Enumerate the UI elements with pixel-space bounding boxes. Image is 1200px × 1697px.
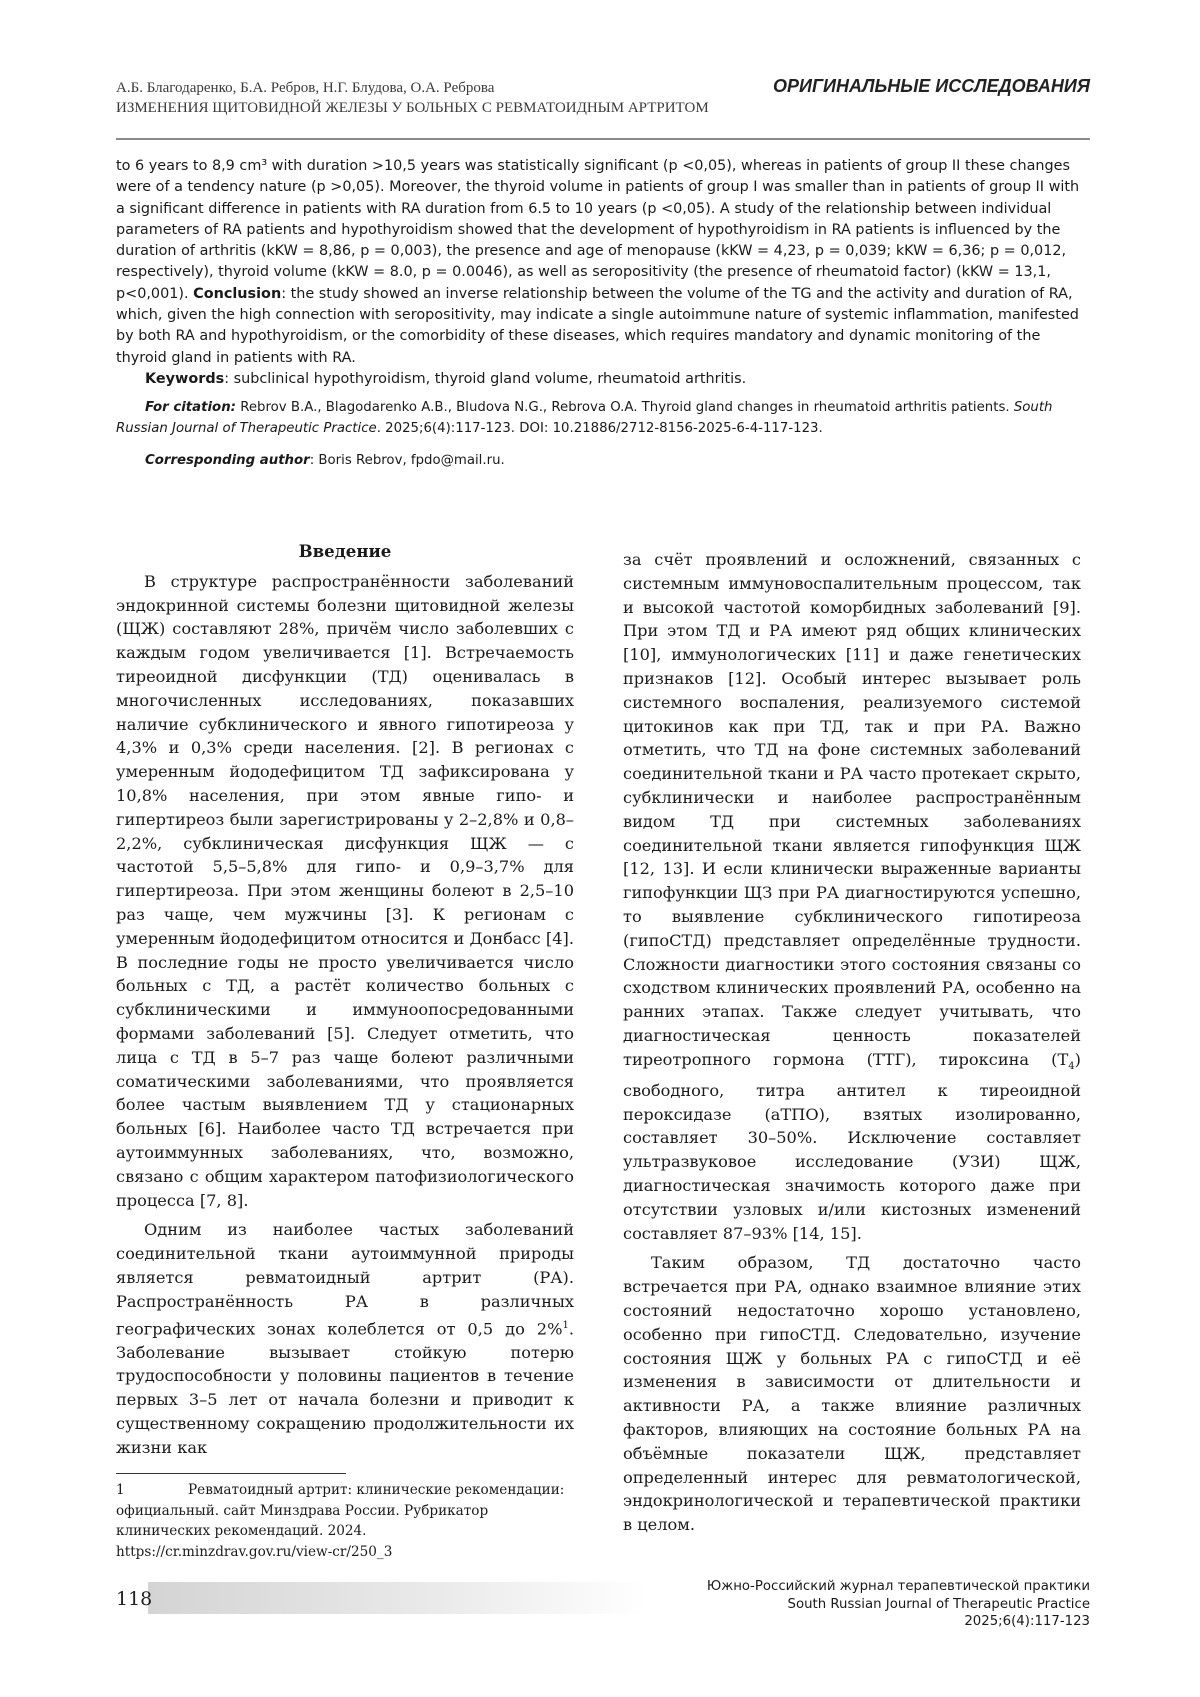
keywords: Keywords: subclinical hypothyroidism, thyroid gland volume, rheumatoid arthritis. [145,370,747,387]
intro-paragraph-1: В структуре распространённости заболеваний эндокринной системы болезни щитовидной железы (ЩЖ) составляют 28%, причём число заболевших с каждым годом увеличивается [1]. Встречаемость тиреоидной дисфункции (ТД) оценивалась в многочисленных исследованиях, показавших наличие субклинического и явного гипотиреоза у 4,3% и 0,3% среди населения. [2]. В регионах с умеренным йододефицитом ТД зафиксирована у 10,8% населения, при этом явные гипо- и гипертиреоз были зарегистрированы у 2–2,8% и 0,8–2,2%, субклиническая дисфункция ЩЖ — с частотой 5,5–5,8% для гипо- и 0,9–3,7% для гипертиреоза. При этом женщины болеют в 2,5–10 раз чаще, чем мужчины [3]. К регионам с умеренным йододефицитом относится и Донбасс [4]. В последние годы не просто увеличивается число больных с ТД, а растёт количество больных с субклиническими и иммуноопосредованными формами заболеваний [5]. Следует отметить, что лица с ТД в 5–7 раз чаще болеют различными соматическими заболеваниями, что проявляется более частым выявлением ТД у стационарных больных [6]. Наиболее часто ТД встречается при аутоиммунных заболеваниях, что, возможно, связано с общим характером патофизиологического процесса [7, 8]. [116,571,574,1210]
footnote-ref: 1 [562,1319,569,1331]
footnote [116,1480,574,1562]
section-heading: Введение [298,541,392,561]
intro-paragraph-2-continued: за счёт проявлений и осложнений, связанных с системным иммуновоспалительным процессом, так и высокой частотой коморбидных заболеваний [9]. При этом ТД и РА имеют ряд общих клинических [10], иммунологических [11] и даже генетических признаков [12]. Особый интерес вызывает роль системного воспаления, реализуемого системой цитокинов как при ТД, так и при РА. Важно отметить, что ТД на фоне системных заболеваний соединительной ткани и РА часто протекает скрыто, субклинически и наиболее распространённым видом ТД при системных заболеваниях соединительной ткани является гипофункция ЩЖ [12, 13]. И если клинически выраженные варианты гипофункции ЩЗ при РА диагностируются успешно, то выявление субклинического гипотиреоза (гипоСТД) представляет определённые трудности. Сложности диагностики этого состояния связаны со сходством клинических проявлений РА, особенно на ранних этапах. Также следует учитывать, что диагностическая ценность показателей тиреотропного гормона (ТТГ), тироксина $(Т_4)$ свободного, титра антител к тиреоидной пероксидазе (аТПО), взятых изолированно, составляет 30–50%. Исключение составляет ультразвуковое исследование (УЗИ) ЩЖ, диагностическая значимость которого даже при отсутствии узловых и/или кистозных изменений составляет 87–93% [14, 15]. [623,550,1081,1243]
footer-journal [707,1578,1090,1631]
footnote-text: Ревматоидный артрит: клинические рекомендации: официальный. сайт Минздрава России. Рубрикатор клинических рекомендаций. 2024. https://cr.minzdrav.gov.ru/view-cr/250_3 [116,1482,565,1560]
right-column [623,548,1081,1537]
running-header-title: ИЗМЕНЕНИЯ ЩИТОВИДНОЙ ЖЕЛЕЗЫ У БОЛЬНЫХ С РЕВМАТОИДНЫМ АРТРИТОМ [116,100,709,116]
english-abstract [116,156,1090,471]
intro-paragraph-3: Таким образом, ТД достаточно часто встречается при РА, однако взаимное влияние этих состояний недостаточно хорошо установлено, особенно при гипоСТД. Следовательно, изучение состояния ЩЖ у больных РА с гипоСТД и её изменения в зависимости от длительности и активности РА, а также влияние различных факторов, влияющих на состояние больных РА на объёмные показатели ЩЖ, представляет определенный интерес для ревматологической, эндокринологической и терапевтической практики в целом. [623,1253,1081,1535]
journal-issue: 2025;6(4):117-123 [964,1614,1090,1629]
corresponding-author: Corresponding author: Boris Rebrov, fpdo@mail.ru. [145,453,505,469]
corresponding-author-label: Corresponding author [145,453,310,469]
keywords-label: Keywords [145,370,225,387]
page-number: 118 [116,1588,153,1610]
citation-journal: South Russian Journal of Therapeutic Practice [116,400,1053,436]
journal-name-en: South Russian Journal of Therapeutic Practice [787,1596,1090,1612]
left-column [116,540,574,1460]
journal-name-ru: Южно-Российский журнал терапевтической практики [706,1579,1090,1594]
footer-gradient-bar [148,1582,648,1614]
abstract-results: to 6 years to 8,9 cm³ with duration >10,5 years was statistically significant (p <0,05), whereas in patients of group II these changes were of a tendency nature (p >0,05). Moreover, the thyroid volume in patients of group I was smaller than in patients of group II with a significant difference in patients with RA duration from 6.5 to 10 years (p <0,05). A study of the relationship between individual parameters of RA patients and hypothyroidism showed that the development of hypothyroidism in RA patients is influenced by the duration of arthritis (kKW = 8,86, p = 0,003), the presence and age of menopause (kKW = 4,23, p = 0,039; kKW = 6,36; p = 0,012, respectively), thyroid volume (kKW = 8.0, p = 0.0046), as well as seropositivity (the presence of rheumatoid factor) (kKW = 13,1, p<0,001). Conclusion: the study showed an inverse relationship between the volume of the TG and the activity and duration of RA, which, given the high connection with seropositivity, may indicate a single autoimmune nature of systemic inflammation, manifested by both RA and hypothyroidism, or the comorbidity of these diseases, which requires mandatory and dynamic monitoring of the thyroid gland in patients with RA. [116,158,1080,366]
subscript-4: 4 [1068,1060,1075,1072]
running-header-authors: А.Б. Благодаренко, Б.А. Ребров, Н.Г. Блудова, О.А. Реброва [116,80,495,96]
section-label: ОРИГИНАЛЬНЫЕ ИССЛЕДОВАНИЯ [773,76,1090,96]
footnote-divider [116,1473,346,1474]
header-divider [116,138,1090,140]
citation-label: For citation: [145,400,236,416]
citation: For citation: Rebrov B.A., Blagodarenko A.B., Bludova N.G., Rebrova O.A. Thyroid gland changes in rheumatoid arthritis patients. South Russian Journal of Therapeutic Practice. 2025;6(4):117-123. DOI: 10.21886/2712-8156-2025-6-4-117-123. [116,400,1053,436]
footnote-number: 1 [116,1482,125,1498]
intro-paragraph-2: Одним из наиболее частых заболеваний соединительной ткани аутоиммунной природы является ревматоидный артрит (РА). Распространённость РА в различных географических зонах колеблется от 0,5 до 2%$^1$. Заболевание вызывает стойкую потерю трудоспособности у половины пациентов в течение первых 3–5 лет от начала болезни и приводит к существенному сокращению продолжительности их жизни как [116,1220,574,1457]
conclusion-label: Conclusion [193,285,282,302]
